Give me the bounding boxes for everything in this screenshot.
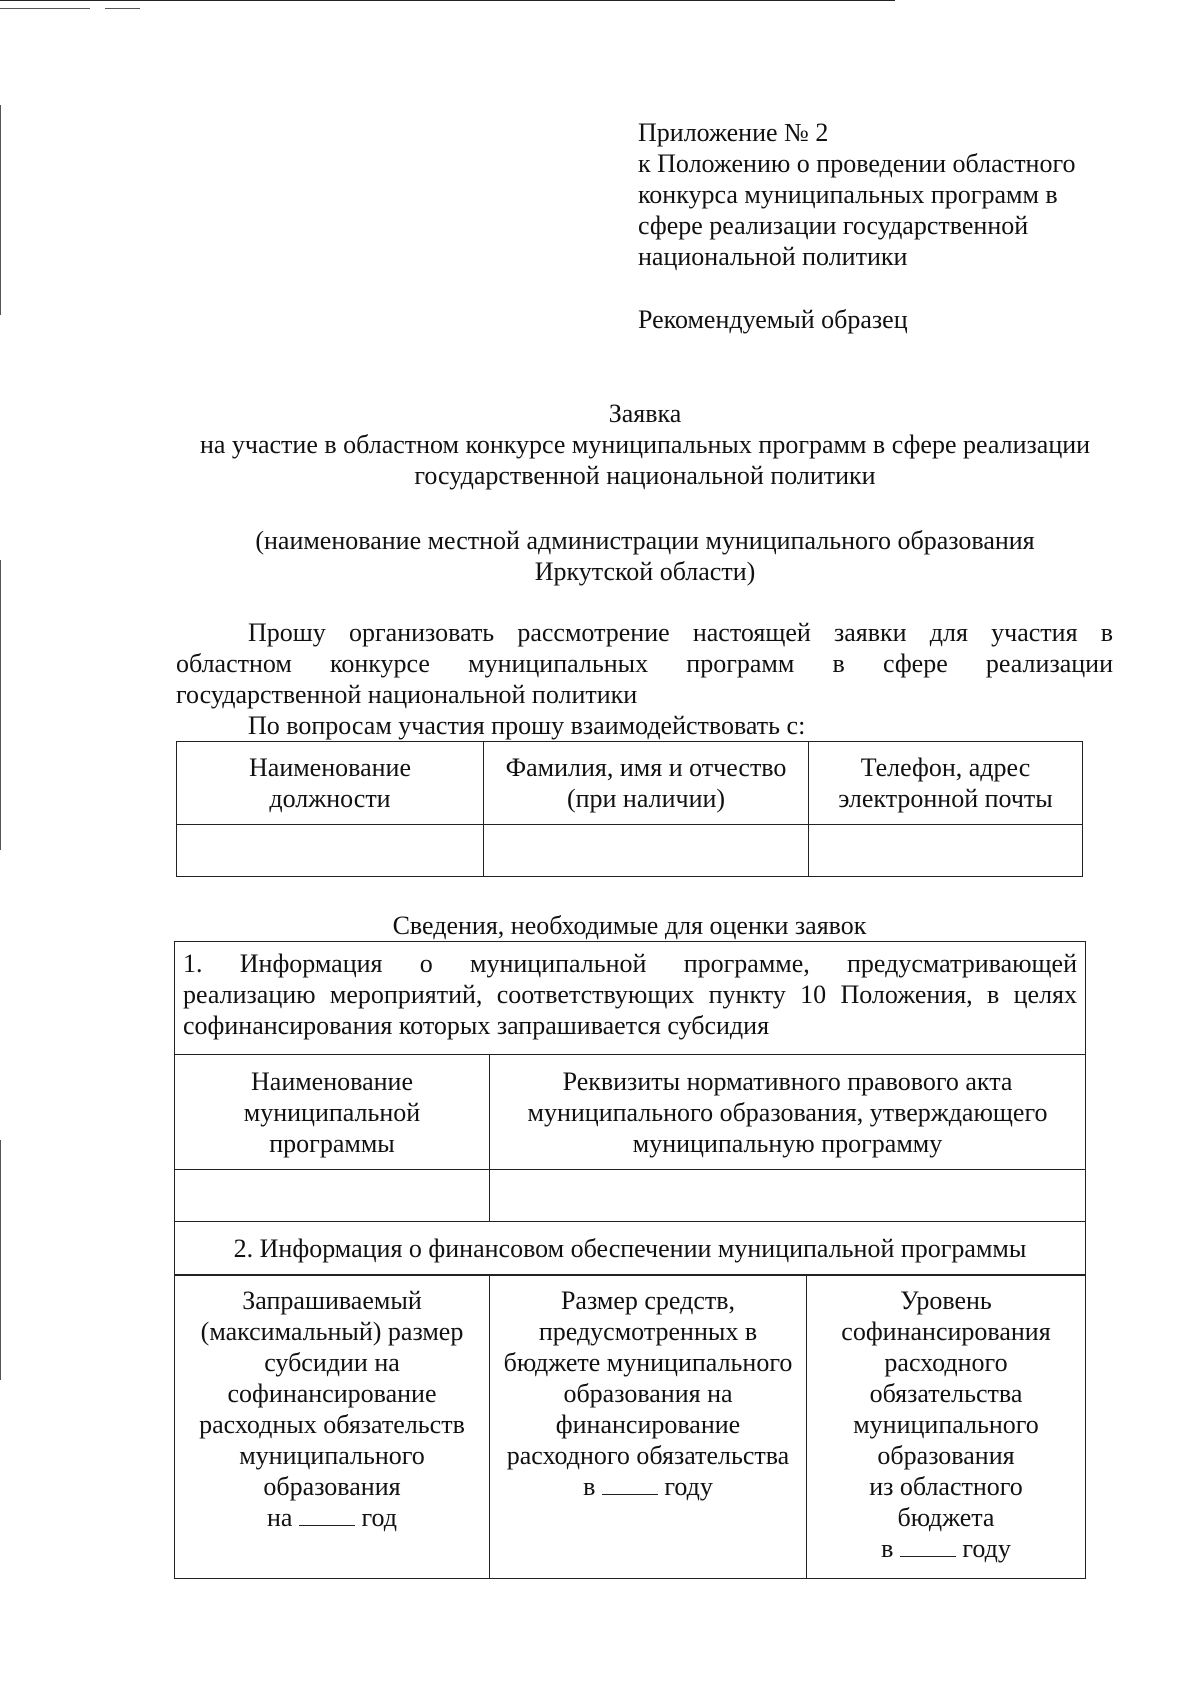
scan-mark bbox=[0, 8, 90, 9]
subtitle-line: государственной национальной политики bbox=[414, 461, 876, 490]
admin-name-caption bbox=[170, 525, 1120, 587]
position-cell[interactable] bbox=[177, 825, 484, 877]
header-cofinancing-level: Уровень софинансирования расходного обязательства муниципального образования из областного бюджета в году bbox=[807, 1275, 1086, 1579]
appendix-line: к Положению о проведении областного bbox=[638, 149, 1076, 178]
table-row bbox=[175, 1170, 1086, 1222]
header-contacts: Телефон, адрес электронной почты bbox=[809, 742, 1083, 825]
year-line: на год bbox=[267, 1503, 397, 1532]
recommended-sample-label: Рекомендуемый образец bbox=[638, 305, 908, 334]
section-2-title: 2. Информация о финансовом обеспечении муниципальной программы bbox=[175, 1222, 1086, 1276]
scan-mark bbox=[0, 105, 1, 315]
application-subtitle bbox=[170, 429, 1120, 491]
subtitle-line: на участие в областном конкурсе муниципальных программ в сфере реализации bbox=[199, 430, 1091, 459]
program-name-cell[interactable] bbox=[175, 1170, 490, 1222]
contacts-cell[interactable] bbox=[809, 825, 1083, 877]
header-requested-subsidy: Запрашиваемый (максимальный) размер субсидии на софинансирование расходных обязательств муниципального образования на год bbox=[175, 1275, 490, 1579]
header-budget-funds: Размер средств, предусмотренных в бюджете муниципального образования на финансирование расходного обязательства в году bbox=[490, 1275, 807, 1579]
admin-name-line bbox=[0, 0, 895, 1]
section-1-info: 1. Информация о муниципальной программе, предусматривающей реализацию мероприятий, соответствующих пункту 10 Положения, в целях софинансирования которых запрашивается субсидия bbox=[175, 942, 1086, 1055]
appendix-line: Приложение № 2 bbox=[638, 118, 829, 147]
appendix-line: конкурса муниципальных программ в bbox=[638, 180, 1058, 209]
request-paragraph bbox=[176, 617, 1113, 741]
appendix-line: сфере реализации государственной bbox=[638, 211, 1029, 240]
financing-table bbox=[174, 1274, 1086, 1579]
header-program-name: Наименование муниципальной программы bbox=[175, 1055, 490, 1170]
program-info-table bbox=[174, 941, 1086, 1276]
appendix-line: национальной политики bbox=[638, 242, 908, 271]
header-legal-act: Реквизиты нормативного правового акта муниципального образования, утверждающего муниципальную программу bbox=[490, 1055, 1086, 1170]
request-line: государственной национальной политики bbox=[176, 680, 638, 709]
evaluation-title: Сведения, необходимые для оценки заявок bbox=[392, 911, 867, 940]
table-row bbox=[177, 825, 1083, 877]
contact-intro: По вопросам участия прошу взаимодействовать с: bbox=[248, 711, 806, 740]
scan-mark bbox=[0, 560, 1, 850]
application-title: Заявка bbox=[608, 399, 682, 428]
table-row bbox=[175, 1275, 1086, 1579]
full-name-cell[interactable] bbox=[484, 825, 809, 877]
year-line: в году bbox=[881, 1534, 1011, 1563]
request-line: Прошу организовать рассмотрение настоящей заявки для участия в bbox=[248, 618, 1113, 647]
header-position: Наименование должности bbox=[177, 742, 484, 825]
caption-line: Иркутской области) bbox=[534, 557, 756, 586]
request-line: областном конкурсе муниципальных программ в сфере реализации bbox=[176, 649, 1113, 678]
year-blank[interactable] bbox=[602, 1474, 658, 1495]
year-line: в году bbox=[583, 1472, 713, 1501]
table-row bbox=[175, 1222, 1086, 1276]
year-blank[interactable] bbox=[900, 1536, 956, 1557]
table-row bbox=[175, 1055, 1086, 1170]
table-row bbox=[175, 942, 1086, 1055]
scan-mark bbox=[105, 8, 140, 9]
caption-line: (наименование местной администрации муниципального образования bbox=[255, 526, 1035, 555]
appendix-header bbox=[638, 117, 1158, 272]
contact-table bbox=[176, 741, 1083, 877]
year-blank[interactable] bbox=[299, 1505, 355, 1526]
legal-act-cell[interactable] bbox=[490, 1170, 1086, 1222]
scan-mark bbox=[0, 1140, 1, 1380]
header-full-name: Фамилия, имя и отчество (при наличии) bbox=[484, 742, 809, 825]
table-row bbox=[177, 742, 1083, 825]
